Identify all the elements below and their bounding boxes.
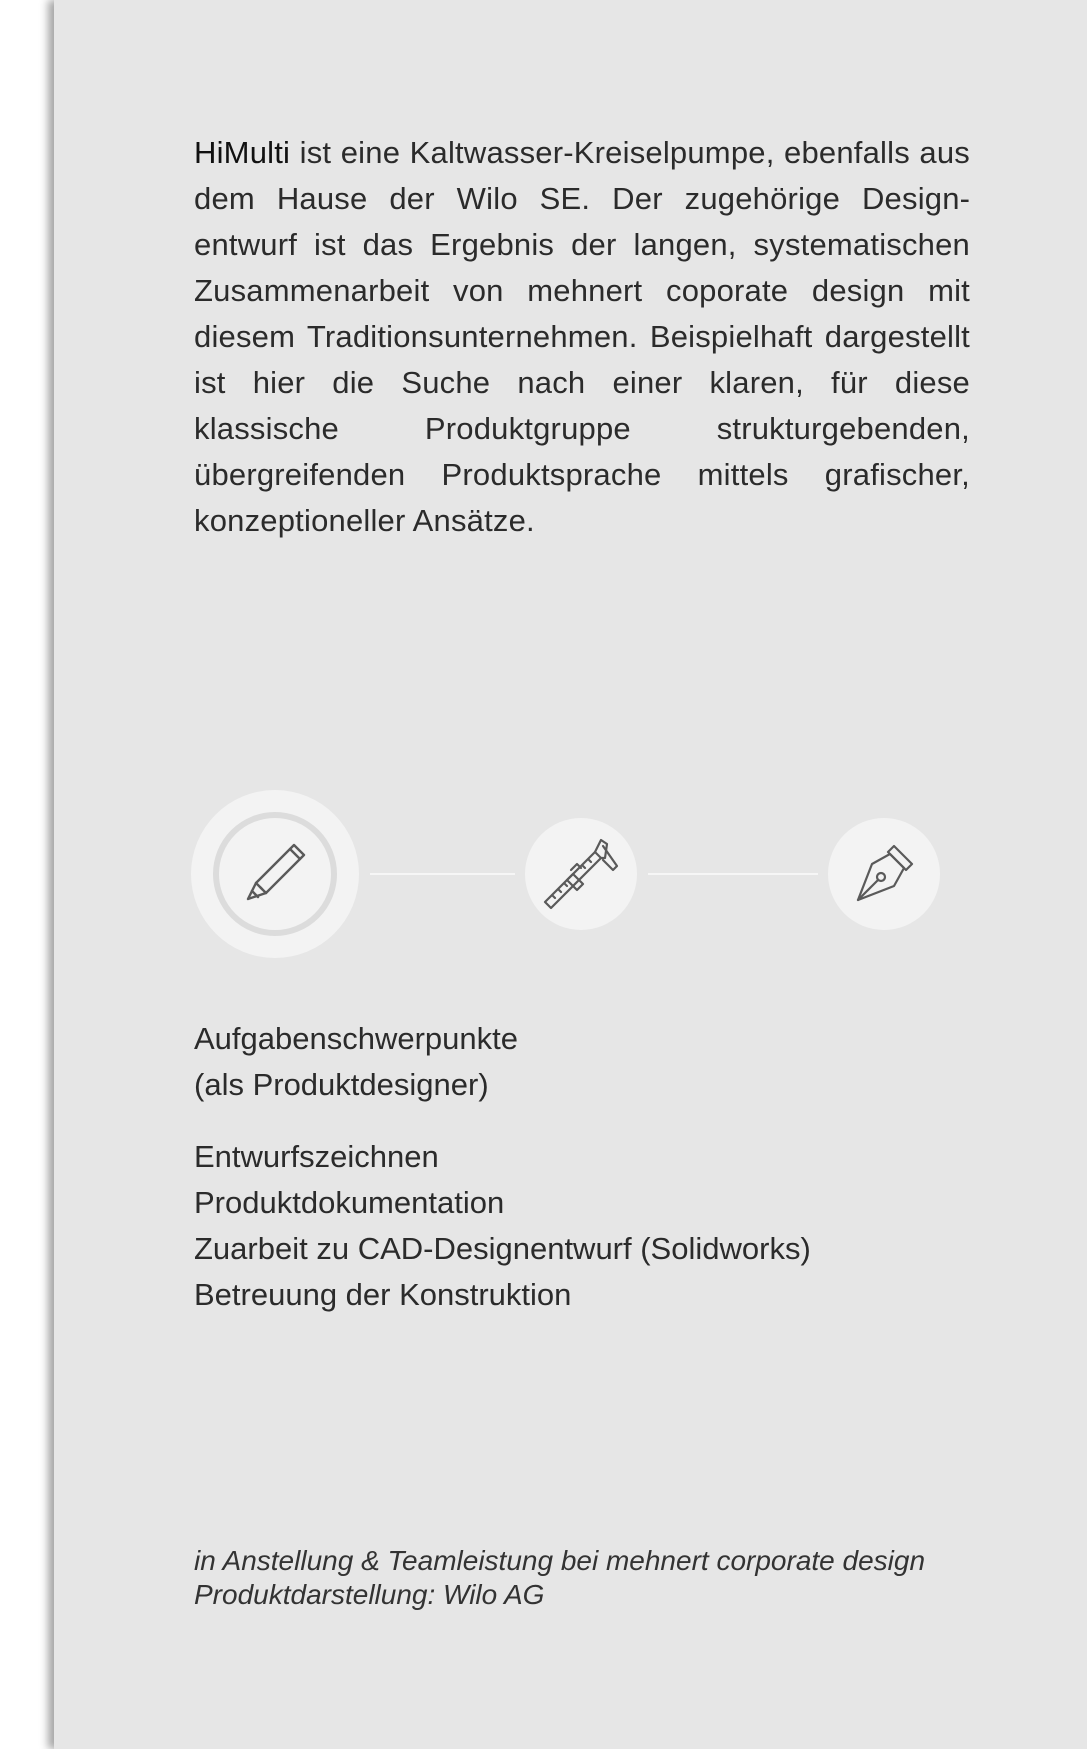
- task-item: Produktdokumentation: [194, 1185, 505, 1220]
- focus-heading: [194, 1016, 518, 1108]
- focus-heading-title: Aufgabenschwerpunkte: [194, 1021, 519, 1056]
- credits: [194, 1544, 925, 1612]
- step-sketching: [191, 790, 359, 958]
- step-active-ring: [213, 812, 337, 936]
- intro-text: ist eine Kaltwasser-Kreiselpumpe, ebenfalls aus dem Hause der Wilo SE. Der zugehörige Designentwurf ist das Ergebnis der langen, systematischen Zusammenarbeit von mehnert coporate design mit diesem Traditionsunternehmen. Beispielhaft dargestellt ist hier die Suche nach einer klaren, für diese klassische Produktgruppe strukturgebenden, übergreifenden Produktsprache mittels grafischer, konzeptioneller Ansätze.: [194, 135, 970, 538]
- credit-employment: in Anstellung & Teamleistung bei mehnert corporate design: [194, 1545, 926, 1576]
- fountain-pen-icon: [844, 834, 924, 914]
- task-item: Entwurfszeichnen: [194, 1139, 439, 1174]
- credit-product-image: Produktdarstellung: Wilo AG: [194, 1579, 545, 1610]
- task-list: [194, 1134, 811, 1318]
- caliper-icon: [537, 830, 625, 918]
- focus-heading-subtitle: (als Produktdesigner): [194, 1067, 489, 1102]
- step-drafting: [828, 818, 940, 930]
- product-name: HiMulti: [194, 135, 291, 170]
- task-item: Zuarbeit zu CAD-Designentwurf (Solidworks): [194, 1231, 811, 1266]
- step-connector: [648, 873, 818, 875]
- task-item: Betreuung der Konstruktion: [194, 1277, 572, 1312]
- step-connector: [370, 873, 515, 875]
- pen-icon: [238, 837, 312, 911]
- step-measuring: [525, 818, 637, 930]
